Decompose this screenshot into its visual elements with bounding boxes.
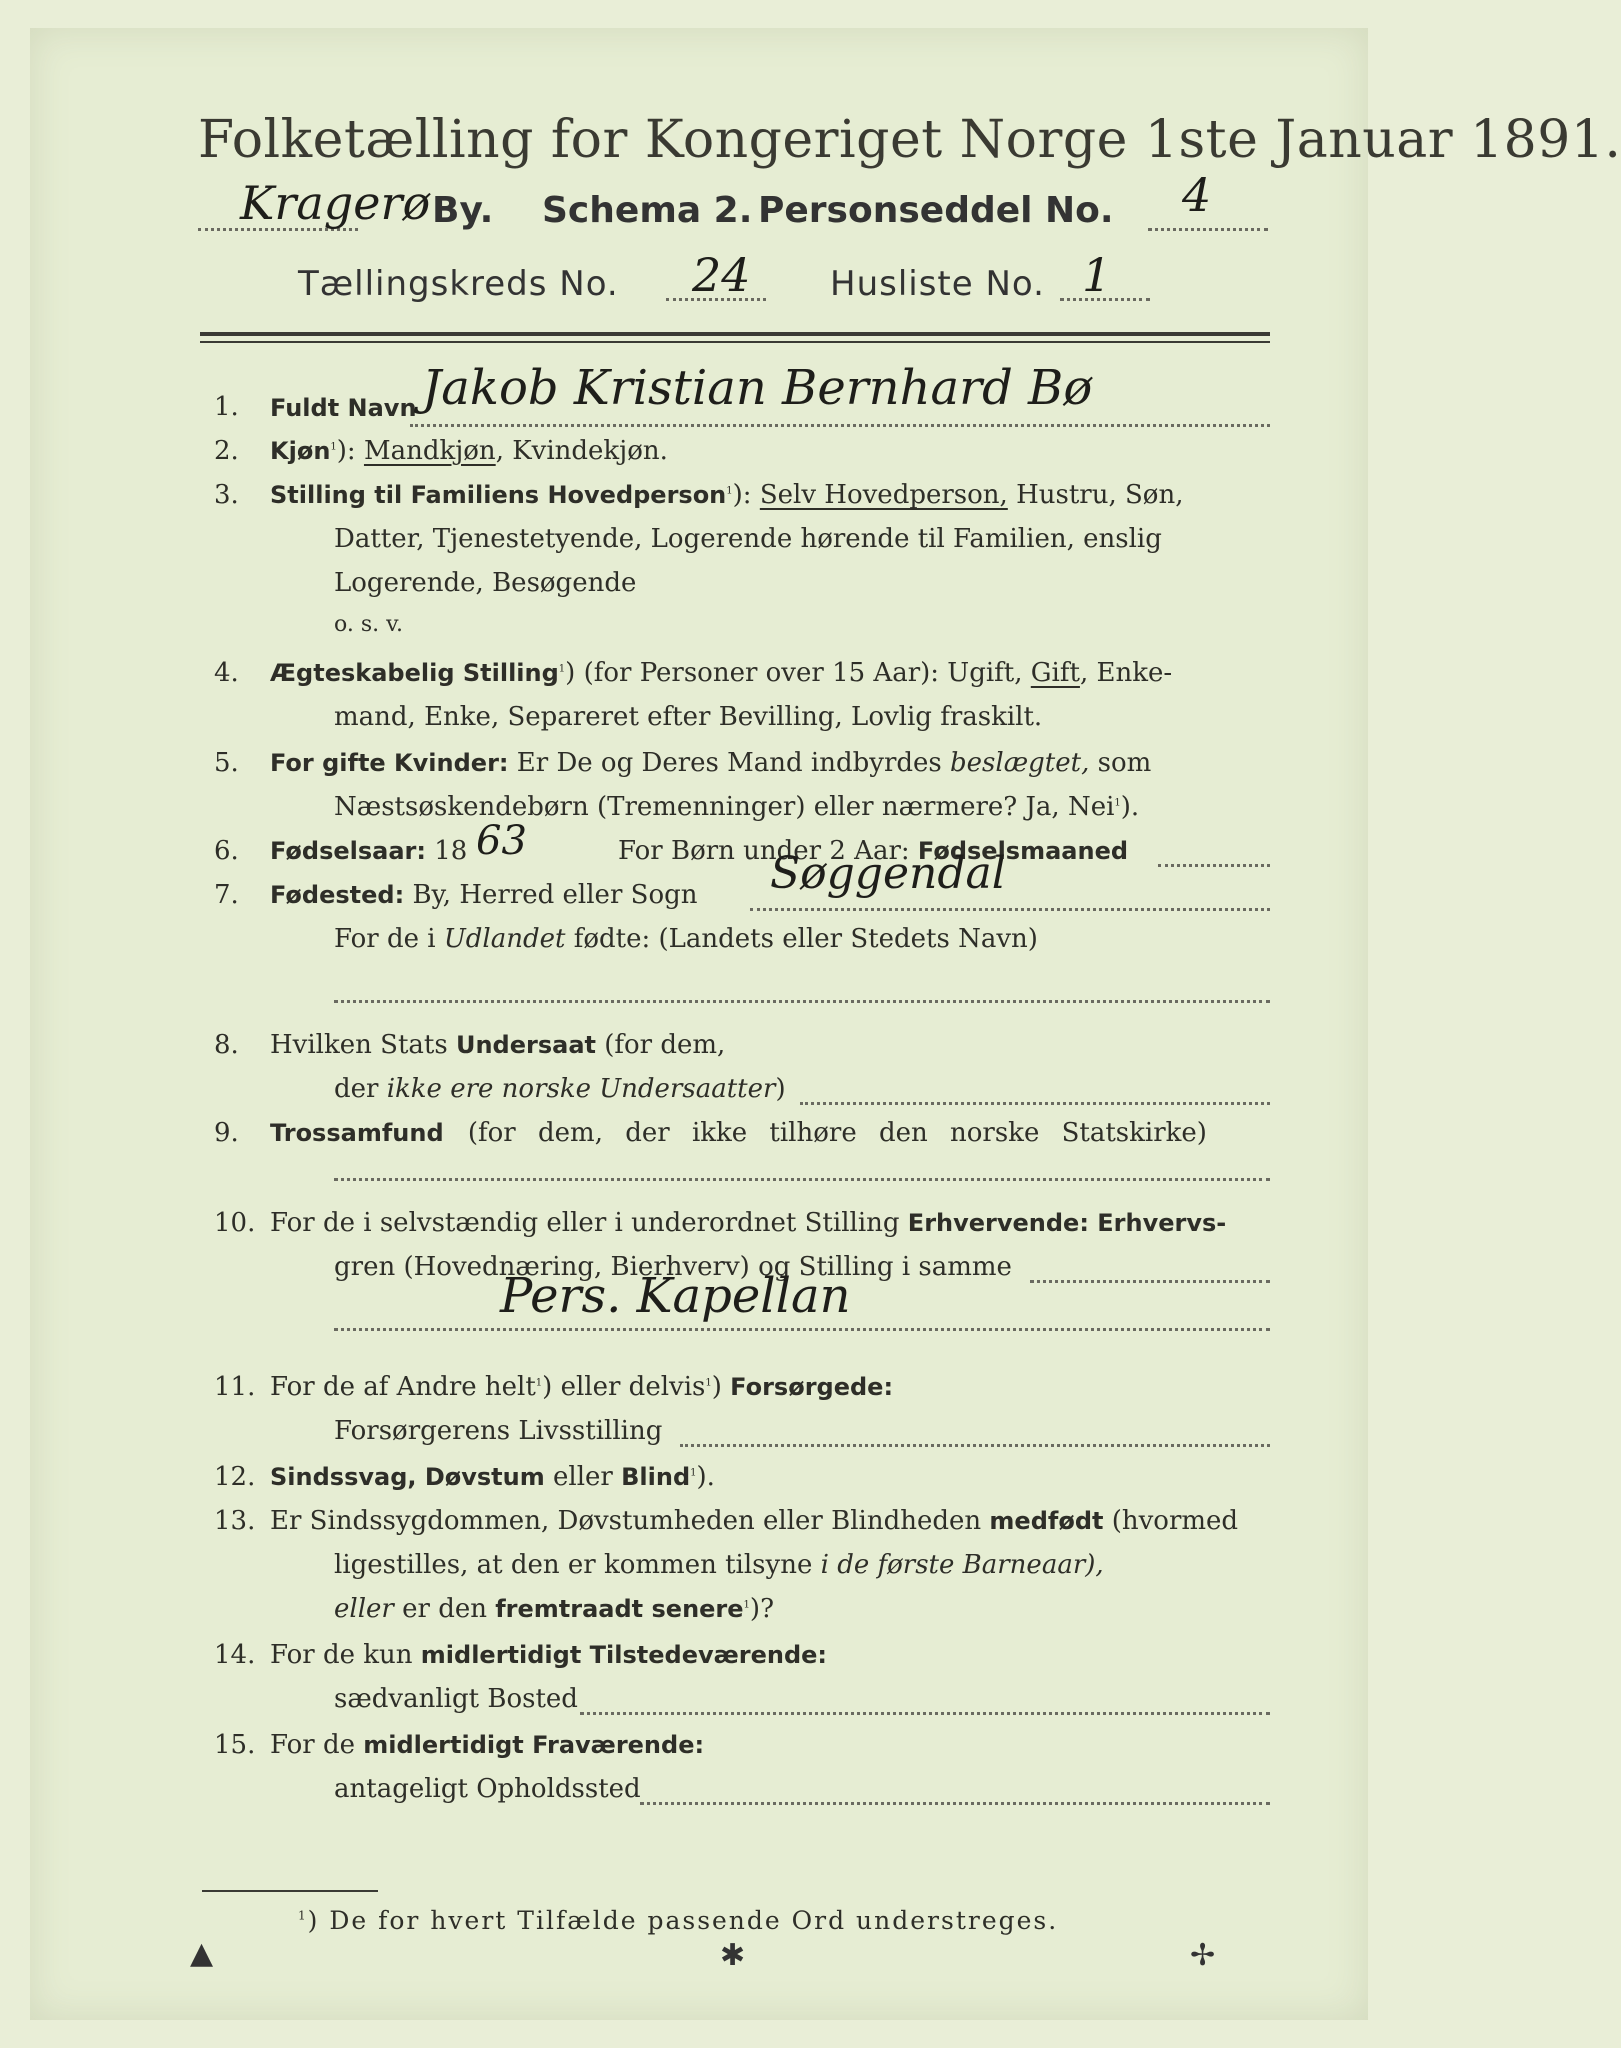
occupation-row [270,1208,1226,1238]
congenital-row [270,1506,1238,1536]
printer-mark-right-icon: ✢ [1190,1938,1216,1973]
marital-label: Ægteskabelig Stilling [270,659,559,687]
citizenship-line-2-italic: ikke ere norske Undersaatter [386,1074,776,1104]
congenital-line-3-italic: eller [334,1594,394,1624]
place-handwritten: Kragerø [240,176,431,230]
position-line-3: Logerende, Besøgende [334,568,637,598]
form-title: Folketælling for Kongeriget Norge 1ste Januar 1891. [198,110,1621,170]
married-women-italic: beslægtet, [950,748,1090,778]
birth-year-value: 63 [476,818,527,864]
birthplace-line-2a: For de i [334,924,444,954]
congenital-line-3 [334,1594,774,1624]
header-rule-thin [200,341,1270,343]
printer-mark-left-icon: ▲ [190,1936,214,1971]
citizenship-line-2a: der [334,1074,387,1104]
temp-present-label: midlertidigt Tilstedeværende: [420,1641,828,1669]
citizenship-dotted-line [800,1102,1270,1105]
congenital-line-3-bold: fremtraadt senere [495,1595,744,1623]
supported-dotted-line [680,1444,1270,1447]
temp-present-line-2: sædvanligt Bosted [334,1684,578,1714]
religion-text: (for dem, der ikke tilhøre den norske Statskirke) [467,1118,1207,1148]
kreds-label: Tællingskreds No. [298,264,619,304]
supported-row [270,1372,893,1402]
item-number-4: 4. [214,658,239,688]
congenital-line-2-italic: i de første Barneaar), [820,1550,1104,1580]
item-number-14: 14. [214,1640,256,1670]
marital-text: ) (for Personer over 15 Aar): Ugift, [565,658,1031,688]
temp-absent-dotted-line [640,1802,1270,1805]
schema-label: Schema 2. [542,190,753,231]
married-women-label: For gifte Kvinder: [270,749,509,777]
birthplace-row [270,880,698,910]
citizenship-line-2b: ) [775,1074,786,1104]
birth-month-text: For Børn under 2 Aar: [618,836,918,866]
birth-year-prefix: 18 [426,836,468,866]
birthplace-line-2-italic: Udlandet [443,924,566,954]
item-number-15: 15. [214,1730,256,1760]
printer-mark-center-icon: ✱ [720,1938,746,1973]
congenital-line-2a: ligestilles, at den er kommen tilsyne [334,1550,821,1580]
marital-row [270,658,1172,688]
sex-option-kvindekjon: , Kvindekjøn. [495,436,668,466]
footnote-mark: 1 [298,1908,308,1923]
birth-year-label: Fødselsaar: [270,837,426,865]
marital-footnote-mark: 1 [558,663,566,675]
personseddel-number: 4 [1182,168,1212,222]
position-separator: ): [732,480,760,510]
temp-absent-line-2: antageligt Opholdssted [334,1774,641,1804]
temp-absent-row [270,1730,704,1760]
congenital-line-3a: er den [393,1594,496,1624]
item-number-2: 2. [214,436,239,466]
married-women-line-2-end: ). [1120,792,1140,822]
census-form [30,28,1621,2020]
position-footnote-mark: 1 [726,485,733,497]
kreds-number: 24 [692,248,751,302]
item-number-12: 12. [214,1462,256,1492]
citizenship-label: Undersaat [455,1031,596,1059]
full-name-dotted-line [410,424,1270,427]
sex-row [270,436,668,466]
birthplace-label: Fødested: [270,881,405,909]
husliste-label: Husliste No. [830,264,1045,304]
sex-label: Kjøn [270,437,331,465]
personseddel-dotted-line [1148,228,1268,231]
disability-label-blind: Blind [621,1463,691,1491]
marital-text-2: , Enke- [1079,658,1173,688]
disability-text: eller [544,1462,622,1492]
birthplace-dotted-line [750,908,1270,911]
sex-option-mandkjon: Mandkjøn [363,436,496,466]
citizenship-row [270,1030,725,1060]
full-name-value: Jakob Kristian Bernhard Bø [422,360,1093,416]
congenital-line-2 [334,1550,1104,1580]
position-line-2: Datter, Tjenestetyende, Logerende hørende til Familien, enslig [334,524,1162,554]
header-rule [200,332,1270,336]
husliste-number: 1 [1082,248,1112,302]
item-number-13: 13. [214,1506,256,1536]
disability-row [270,1462,715,1492]
position-line-4: o. s. v. [334,612,403,637]
citizenship-text-2: (for dem, [595,1030,726,1060]
supported-text-2: ) eller delvis [542,1372,706,1402]
married-women-text-2: som [1089,748,1152,778]
congenital-line-3-end: )? [749,1594,775,1624]
supported-footnote-mark-2: 1 [705,1377,712,1389]
married-women-row [270,748,1151,778]
marital-line-2: mand, Enke, Separeret efter Bevilling, Lovlig fraskilt. [334,702,1043,732]
item-number-10: 10. [214,1208,256,1238]
birthplace-line-2b: fødte: (Landets eller Stedets Navn) [565,924,1038,954]
congenital-footnote-mark: 1 [743,1599,750,1611]
sex-footnote-mark: 1 [330,441,337,453]
congenital-label: medfødt [989,1507,1104,1535]
item-number-9: 9. [214,1118,239,1148]
married-women-text: Er De og Deres Mand indbyrdes [508,748,951,778]
occupation-value: Pers. Kapellan [500,1268,851,1324]
citizenship-line-2 [334,1074,786,1104]
congenital-text-2: (hvormed [1103,1506,1239,1536]
position-options-rest: Hustru, Søn, [1007,480,1184,510]
disability-footnote-mark: 1 [690,1467,697,1479]
temp-present-dotted-line [580,1712,1270,1715]
item-number-6: 6. [214,836,239,866]
birthplace-abroad-dotted-line [334,1000,1270,1003]
occupation-value-dotted-line [334,1328,1270,1331]
married-women-line-2-text: Næstsøskendebørn (Tremenninger) eller nærmere? Ja, Nei [334,792,1115,822]
birth-month-dotted-line [1158,864,1270,867]
position-option-selv: Selv Hovedperson, [759,480,1008,510]
temp-present-text: For de kun [270,1640,421,1670]
occupation-line-2: gren (Hovednæring, Bierhverv) og Stilling i samme [334,1252,1012,1282]
religion-row [270,1118,1207,1148]
supported-footnote-mark-1: 1 [535,1377,543,1389]
position-label: Stilling til Familiens Hovedperson [270,481,727,509]
religion-dotted-line [334,1178,1270,1181]
occupation-text: For de i selvstændig eller i underordnet Stilling [270,1208,908,1238]
footnote-rule [202,1890,378,1892]
occupation-label: Erhvervende: Erhvervs- [907,1209,1227,1237]
supported-text-3: ) [711,1372,731,1402]
position-row [270,480,1183,510]
footnote [298,1906,1058,1935]
married-women-footnote-mark: 1 [1114,797,1121,809]
citizenship-text: Hvilken Stats [270,1030,456,1060]
item-number-8: 8. [214,1030,239,1060]
marital-option-gift: Gift [1030,658,1080,688]
disability-end: ). [696,1462,715,1492]
birthplace-text: By, Herred eller Sogn [404,880,698,910]
disability-label: Sindssvag, Døvstum [270,1463,545,1491]
item-number-5: 5. [214,748,239,778]
full-name-label: Fuldt Navn [270,394,417,422]
item-number-7: 7. [214,880,239,910]
item-number-3: 3. [214,480,239,510]
birth-month-label: Fødselsmaaned [917,837,1129,865]
sex-separator: ): [336,436,364,466]
birthplace-value: Søggendal [770,848,1006,899]
birth-year-row [270,836,467,866]
item-number-1: 1. [214,392,239,422]
personseddel-label: Personseddel No. [758,190,1114,231]
supported-line-2: Forsørgerens Livsstilling [334,1416,663,1446]
occupation-dotted-line [1030,1280,1270,1283]
supported-text: For de af Andre helt [270,1372,536,1402]
congenital-text: Er Sindssygdommen, Døvstumheden eller Blindheden [270,1506,990,1536]
married-women-line-2 [334,792,1139,822]
temp-absent-text: For de [270,1730,364,1760]
birthplace-line-2 [334,924,1038,954]
footnote-text: ) De for hvert Tilfælde passende Ord understreges. [307,1906,1059,1935]
item-number-11: 11. [214,1372,256,1402]
religion-label: Trossamfund [270,1119,444,1147]
supported-label: Forsørgede: [730,1373,894,1401]
temp-present-row [270,1640,827,1670]
by-label: By. [432,190,494,231]
temp-absent-label: midlertidigt Fraværende: [363,1731,705,1759]
